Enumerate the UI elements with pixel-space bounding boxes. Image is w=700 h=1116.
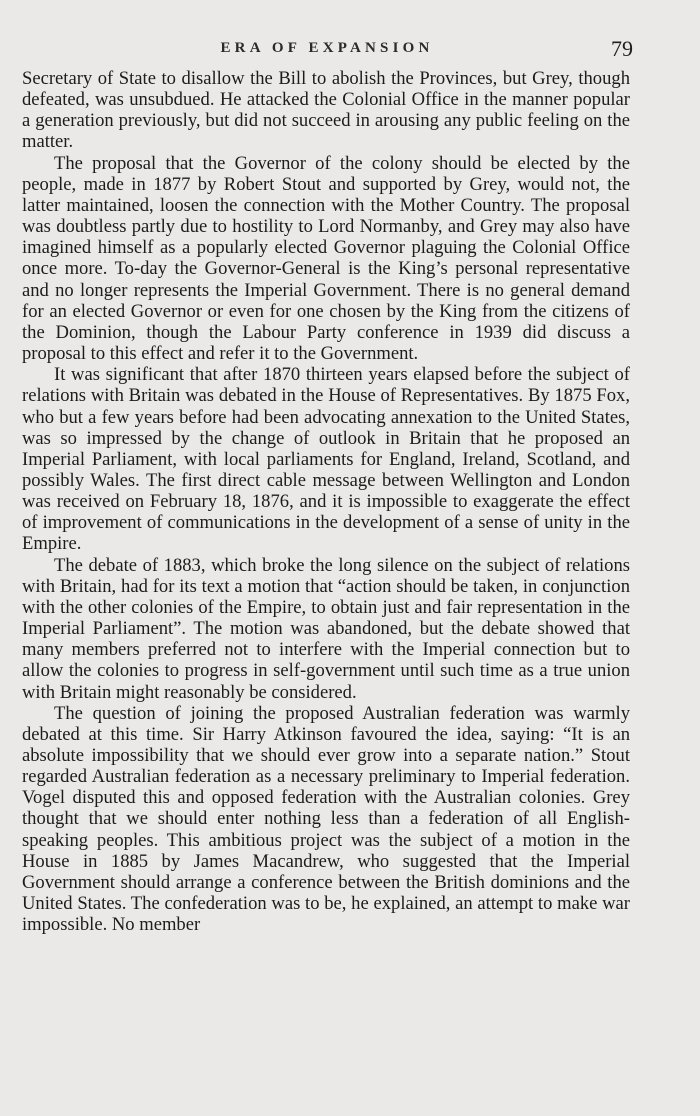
running-title: ERA OF EXPANSION xyxy=(220,40,434,56)
running-header xyxy=(0,38,700,62)
body-text xyxy=(22,68,630,935)
paragraph-australian-federation: The question of joining the proposed Australian federation was warmly debated at this time. Sir Harry Atkinson favoured the idea, saying: “It is an absolute impossibility that we should ever grow into a separate nation.” Stout regarded Australian federation as a necessary preliminary to Imperial federation. Vogel disputed this and opposed federation with the Australian colonies. Grey thought that we should enter nothing less than a federation of all English-speaking peoples. This ambitious project was the subject of a motion in the House in 1885 by James Macandrew, who suggested that the Imperial Government should arrange a conference between the British dominions and the United States. The confederation was to be, he explained, an attempt to make war impossible. No member xyxy=(22,702,630,936)
paragraph-continued: Secretary of State to disallow the Bill to abolish the Provinces, but Grey, though defeated, was unsubdued. He attacked the Colonial Office in the manner popular a generation previously, but did not succeed in arousing any public feeling on the matter. xyxy=(22,68,630,153)
paragraph-elected-governor: The proposal that the Governor of the colony should be elected by the people, made in 1877 by Robert Stout and supported by Grey, would not, the latter maintained, loosen the connection with the Mother Country. The proposal was doubtless partly due to hostility to Lord Normanby, and Grey may also have imagined himself as a popularly elected Governor plaguing the Colonial Office once more. To-day the Governor-General is the King’s personal representative and no longer represents the Imperial Government. There is no general demand for an elected Governor or even for one chosen by the King from the citizens of the Dominion, though the Labour Party conference in 1939 did discuss a proposal to this effect and refer it to the Government. xyxy=(22,152,630,365)
page-number: 79 xyxy=(611,36,633,61)
paragraph-relations-with-britain: It was significant that after 1870 thirteen years elapsed before the subject of relations with Britain was debated in the House of Representatives. By 1875 Fox, who but a few years before had been advocating annexation to the United States, was so impressed by the change of outlook in Britain that he proposed an Imperial Parliament, with local parliaments for England, Ireland, Scotland, and possibly Wales. The first direct cable message between Wellington and London was received on February 18, 1876, and it is impossible to exaggerate the effect of improvement of communications in the development of a sense of unity in the Empire. xyxy=(22,364,630,555)
paragraph-debate-1883: The debate of 1883, which broke the long silence on the subject of relations with Britain, had for its text a motion that “action should be taken, in conjunction with the other colonies of the Empire, to obtain just and fair representation in the Imperial Parliament”. The motion was abandoned, but the debate showed that many members preferred not to interfere with the Imperial connection but to allow the colonies to progress in self-government until such time as a true union with Britain might reasonably be considered. xyxy=(22,554,630,703)
